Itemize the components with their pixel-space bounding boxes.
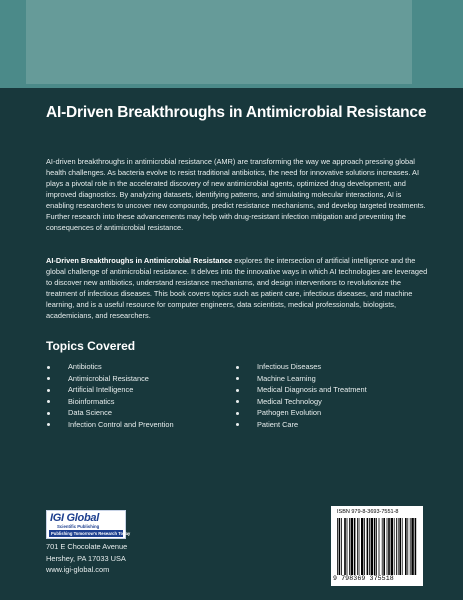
summary-paragraph bbox=[46, 255, 431, 321]
bullet-icon bbox=[47, 412, 50, 415]
summary-book-title: AI-Driven Breakthroughs in Antimicrobial Resistance bbox=[46, 256, 233, 265]
bullet-icon bbox=[236, 400, 239, 403]
topics-heading: Topics Covered bbox=[46, 339, 136, 353]
logo-tagline: Publishing Tomorrow's Research Today bbox=[51, 530, 131, 536]
summary-text: explores the intersection of artificial intelligence and the global challenge of antimicrobial resistance. It delves into the innovative ways in which AI technologies are leveraged to discover new antibiotics, understand resistance mechanisms, and design interventions to revolutionize the treatment of infectious diseases. This book covers topics such as patient care, infectious diseases, and machine learning, and is a useful resource for computer engineers, data scientists, medical professionals, biologists, academicians, and researchers. bbox=[46, 256, 428, 320]
bullet-icon bbox=[236, 366, 239, 369]
isbn-barcode-block bbox=[331, 506, 423, 586]
topics-list-left bbox=[46, 361, 174, 430]
barcode-image bbox=[337, 518, 417, 575]
topics-list-right bbox=[235, 361, 367, 430]
topic-item: Infectious Diseases bbox=[235, 361, 367, 373]
description-paragraph: AI-driven breakthroughs in antimicrobial resistance (AMR) are transforming the way we approach pressing global health challenges. As bacteria evolve to resist traditional antibiotics, the need for innovative solutions increases. AI plays a pivotal role in the accelerated discovery of new antimicrobial agents, optimized drug development, and improved diagnostics. By analyzing datasets, identifying patterns, and simulating molecular interactions, AI is enabling researchers to uncover new compounds, predict resistance mechanisms, and develop targeted treatments. Further research into these advancements may help with drug-resistant infection mitigation and preventing the consequences of antimicrobial resistance. bbox=[46, 157, 426, 232]
topic-item: Medical Technology bbox=[235, 396, 367, 408]
bullet-icon bbox=[47, 389, 50, 392]
topic-item: Artificial Intelligence bbox=[46, 384, 174, 396]
topic-item: Antibiotics bbox=[46, 361, 174, 373]
topic-item: Infection Control and Prevention bbox=[46, 419, 174, 431]
topic-item: Machine Learning bbox=[235, 373, 367, 385]
publisher-website: www.igi-global.com bbox=[46, 565, 110, 574]
bullet-icon bbox=[47, 423, 50, 426]
bullet-icon bbox=[236, 412, 239, 415]
address-street: 701 E Chocolate Avenue bbox=[46, 542, 128, 551]
publisher-address bbox=[46, 541, 127, 576]
logo-name: IGI Global bbox=[50, 512, 99, 524]
bullet-icon bbox=[47, 377, 50, 380]
topic-item: Antimicrobial Resistance bbox=[46, 373, 174, 385]
bullet-icon bbox=[236, 423, 239, 426]
publisher-logo bbox=[46, 510, 131, 539]
book-title: AI-Driven Breakthroughs in Antimicrobial Resistance bbox=[46, 104, 427, 121]
top-color-band bbox=[0, 0, 463, 88]
bullet-icon bbox=[236, 377, 239, 380]
bullet-icon bbox=[236, 389, 239, 392]
topic-item: Pathogen Evolution bbox=[235, 407, 367, 419]
topic-item: Data Science bbox=[46, 407, 174, 419]
topic-item: Patient Care bbox=[235, 419, 367, 431]
top-color-panel bbox=[26, 0, 412, 84]
address-city: Hershey, PA 17033 USA bbox=[46, 553, 126, 563]
topic-item: Medical Diagnosis and Treatment bbox=[235, 384, 367, 396]
bullet-icon bbox=[47, 366, 50, 369]
logo-subtitle: Scientific Publishing bbox=[57, 524, 100, 529]
topic-item: Bioinformatics bbox=[46, 396, 174, 408]
barcode-digits: 9 798369 375518 bbox=[333, 575, 394, 582]
isbn-label: ISBN 979-8-3693-7551-8 bbox=[337, 509, 399, 515]
logo-tagline-bar bbox=[49, 530, 131, 537]
bullet-icon bbox=[47, 400, 50, 403]
